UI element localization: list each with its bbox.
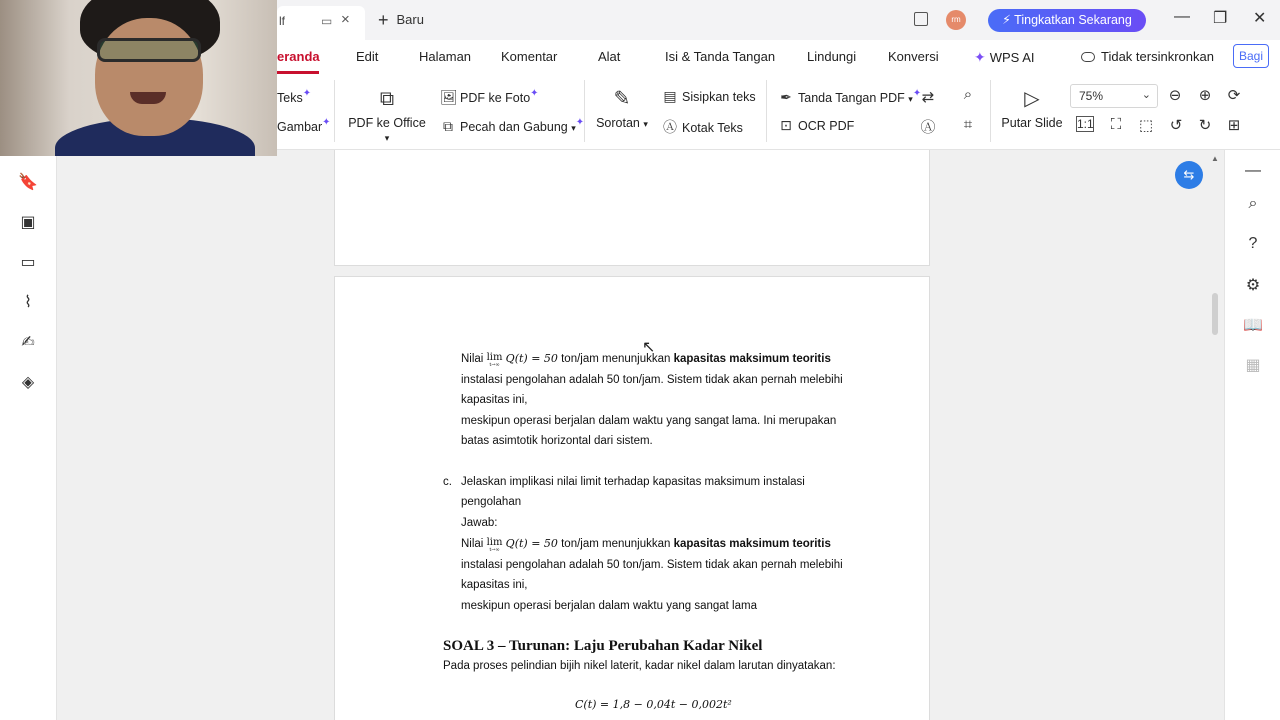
- menu-wps-ai[interactable]: [974, 49, 1035, 66]
- highlight-label: Sorotan: [596, 116, 640, 130]
- play-slide-button[interactable]: [1000, 88, 1064, 130]
- window-list-icon[interactable]: [914, 12, 928, 26]
- doc-line: [461, 537, 831, 553]
- menu-komentar[interactable]: Komentar: [501, 49, 558, 64]
- zoom-select[interactable]: [1070, 84, 1158, 108]
- text-box-icon: Ⓐ: [663, 119, 677, 135]
- ai-spark-icon: ✦: [530, 88, 539, 99]
- pdf-signature-button[interactable]: [778, 88, 921, 106]
- image-icon: 🖼: [440, 89, 458, 105]
- list-marker: c.: [443, 476, 452, 488]
- chevron-down-icon: ▾: [384, 133, 390, 143]
- tab-label: lf: [279, 14, 285, 28]
- ocr-icon: ⊡: [780, 117, 792, 133]
- pdf-signature-label: Tanda Tangan PDF: [798, 91, 905, 105]
- math-expression: Q(t) = 50: [505, 537, 558, 550]
- highlight-button[interactable]: [594, 88, 650, 130]
- actual-size-icon[interactable]: 1:1: [1077, 117, 1094, 131]
- doc-line: kapasitas ini,: [461, 579, 528, 591]
- menu-lindungi[interactable]: Lindungi: [807, 49, 857, 64]
- ocr-label: OCR PDF: [798, 119, 855, 133]
- divider: [584, 80, 585, 142]
- help-icon[interactable]: ?: [1248, 235, 1258, 252]
- zoom-value: 75%: [1079, 89, 1104, 103]
- chevron-down-icon: ▾: [643, 119, 648, 129]
- document-tab[interactable]: [277, 6, 365, 40]
- doc-line: instalasi pengolahan adalah 50 ton/jam. Sistem tidak akan pernah melebihi: [461, 559, 843, 571]
- webcam-person-face: [95, 18, 203, 136]
- play-icon: ▷: [1024, 88, 1040, 110]
- doc-line: meskipun operasi berjalan dalam waktu yang sangat lama: [461, 600, 757, 612]
- menu-beranda[interactable]: eranda: [277, 49, 320, 64]
- play-slide-label: Putar Slide: [1001, 116, 1063, 130]
- sync-label: Tidak tersinkronkan: [1101, 49, 1214, 64]
- divider: [990, 80, 991, 142]
- pdf-to-office-label: PDF ke Office: [348, 116, 426, 130]
- highlighter-icon: ✎: [613, 88, 631, 110]
- close-tab-icon[interactable]: ×: [341, 11, 350, 28]
- formula-lhs: C(t): [575, 698, 597, 711]
- doc-text: ton/jam menunjukkan: [557, 538, 674, 550]
- gambar-label: Gambar: [277, 120, 323, 134]
- zoom-in-icon[interactable]: ⊕: [1198, 87, 1212, 104]
- menu-halaman[interactable]: Halaman: [419, 49, 472, 64]
- comment-icon[interactable]: ▭: [20, 254, 36, 271]
- read-mode-icon[interactable]: 📖: [1243, 317, 1263, 334]
- doc-line: pengolahan: [461, 496, 522, 508]
- lim-subscript: t→∞: [489, 547, 500, 553]
- left-sidebar: [0, 150, 57, 720]
- attachment-icon[interactable]: ⌇: [24, 294, 32, 311]
- divider: [334, 80, 335, 142]
- screenshot-icon[interactable]: ⌗: [963, 116, 973, 133]
- ai-spark-icon: ✦: [322, 117, 331, 128]
- split-merge-button[interactable]: [440, 117, 584, 135]
- section-heading: SOAL 3 – Turunan: Laju Perubahan Kadar Nikel: [443, 638, 763, 654]
- chevron-down-icon: ▾: [908, 94, 913, 104]
- right-sidebar: [1224, 150, 1280, 720]
- ai-star-icon: ✦: [974, 49, 986, 65]
- text-box-button[interactable]: [662, 117, 743, 137]
- teks-label: Teks: [277, 91, 303, 105]
- upgrade-button[interactable]: ⚡ Tingkatkan Sekarang: [988, 9, 1146, 32]
- minimize-icon[interactable]: —: [1174, 8, 1190, 25]
- divider: [766, 80, 767, 142]
- share-button[interactable]: Bagi: [1233, 44, 1269, 68]
- upgrade-label: Tingkatkan Sekarang: [1014, 13, 1132, 27]
- collapse-icon[interactable]: —: [1245, 162, 1261, 179]
- menu-alat[interactable]: Alat: [598, 49, 621, 64]
- doc-text: Nilai: [461, 538, 484, 550]
- doc-line: Pada proses pelindian bijih nikel laterit, kadar nikel dalam larutan dinyatakan:: [443, 660, 836, 672]
- pdf-to-image-button[interactable]: [440, 88, 539, 106]
- previous-page: [334, 150, 930, 266]
- limit-expression: [487, 538, 503, 553]
- webcam-person-glasses: [97, 38, 201, 62]
- close-window-icon[interactable]: ✕: [1253, 10, 1267, 27]
- doc-line: meskipun operasi berjalan dalam waktu yang sangat lama. Ini merupakan: [461, 415, 837, 427]
- fit-page-icon[interactable]: ⛶: [1110, 116, 1122, 133]
- scroll-up-arrow[interactable]: ▲: [1211, 154, 1219, 163]
- fit-width-icon[interactable]: ⬚: [1138, 117, 1154, 134]
- signature-icon[interactable]: ✍: [21, 334, 35, 351]
- ai-spark-icon: ✦: [302, 88, 312, 99]
- ai-spark-icon: ✦: [575, 117, 585, 128]
- doc-line: instalasi pengolahan adalah 50 ton/jam. Sistem tidak akan pernah melebihi: [461, 374, 843, 386]
- ai-spark-icon: ✦: [912, 88, 922, 99]
- mouse-cursor-icon: ↖: [642, 339, 656, 356]
- chevron-down-icon: ⌄: [1141, 89, 1151, 101]
- formula: [575, 698, 732, 711]
- restore-icon[interactable]: ❐: [1213, 10, 1228, 27]
- menu-isi-tanda-tangan[interactable]: Isi & Tanda Tangan: [665, 49, 776, 64]
- doc-text: Nilai: [461, 353, 484, 365]
- pdf-to-image-label: PDF ke Foto: [460, 91, 531, 105]
- rotate-left-icon[interactable]: ↺: [1169, 117, 1183, 134]
- book-view-icon[interactable]: ⊞: [1227, 117, 1241, 134]
- lim-word: lim: [486, 537, 503, 548]
- insert-text-button[interactable]: [662, 88, 756, 105]
- menu-konversi[interactable]: Konversi: [888, 49, 939, 64]
- rotate-icon[interactable]: ⟳: [1227, 87, 1241, 104]
- doc-line: Jelaskan implikasi nilai limit terhadap kapasitas maksimum instalasi: [461, 476, 805, 488]
- bookmark-icon[interactable]: 🔖: [18, 174, 38, 191]
- limit-expression: [487, 353, 503, 368]
- plus-icon: +: [378, 10, 389, 30]
- search-icon[interactable]: ⌕: [963, 86, 973, 103]
- rotate-right-icon[interactable]: ↻: [1198, 117, 1212, 134]
- edit-text-button[interactable]: [277, 88, 311, 105]
- monitor-icon[interactable]: ▭: [321, 14, 333, 28]
- doc-line: Jawab:: [461, 517, 498, 529]
- math-expression: Q(t) = 50: [505, 352, 558, 365]
- settings-sliders-icon[interactable]: ⚙: [1245, 277, 1261, 294]
- lim-word: lim: [486, 352, 503, 363]
- doc-line: batas asimtotik horizontal dari sistem.: [461, 435, 653, 447]
- text-box-label: Kotak Teks: [682, 121, 743, 135]
- insert-text-label: Sisipkan teks: [682, 90, 756, 104]
- edit-image-button[interactable]: [277, 117, 331, 134]
- avatar[interactable]: rm: [946, 10, 966, 30]
- chevron-down-icon: ▾: [571, 123, 576, 133]
- spellcheck-icon[interactable]: Ⓐ: [920, 119, 936, 136]
- cloud-icon: [1081, 52, 1095, 62]
- webcam-overlay: [0, 0, 277, 156]
- search-icon[interactable]: ⌕: [1248, 195, 1258, 212]
- pdf-to-office-icon: ⧉: [379, 88, 395, 110]
- doc-text: ton/jam menunjukkan: [557, 353, 674, 365]
- new-tab-label: Baru: [396, 12, 424, 27]
- wps-ai-label: WPS AI: [989, 50, 1035, 65]
- scrollbar-thumb[interactable]: [1212, 293, 1218, 335]
- doc-line: kapasitas ini,: [461, 394, 528, 406]
- insert-text-icon: ▤: [663, 88, 677, 104]
- translate-icon[interactable]: ⇄: [921, 89, 935, 106]
- zoom-out-icon[interactable]: ⊖: [1168, 87, 1182, 104]
- sync-status[interactable]: [1081, 49, 1214, 64]
- doc-bold-text: kapasitas maksimum teoritis: [673, 353, 831, 365]
- split-icon: ⧉: [443, 118, 453, 134]
- doc-bold-text: kapasitas maksimum teoritis: [673, 538, 831, 550]
- apps-grid-icon[interactable]: ▦: [1245, 357, 1261, 374]
- floating-convert-icon[interactable]: ⇆: [1175, 161, 1203, 189]
- formula-rhs: = 1,8 − 0,04t − 0,002t²: [596, 698, 732, 711]
- pdf-to-office-button[interactable]: [346, 88, 428, 144]
- split-merge-label: Pecah dan Gabung: [460, 120, 568, 134]
- thumbnail-icon[interactable]: ▣: [20, 214, 36, 231]
- ocr-pdf-button[interactable]: [778, 117, 854, 134]
- lim-subscript: t→∞: [489, 362, 500, 368]
- menu-edit[interactable]: Edit: [356, 49, 379, 64]
- pen-icon: ✒: [780, 89, 792, 105]
- layers-icon[interactable]: ◈: [21, 374, 35, 391]
- new-tab-button[interactable]: [378, 10, 424, 31]
